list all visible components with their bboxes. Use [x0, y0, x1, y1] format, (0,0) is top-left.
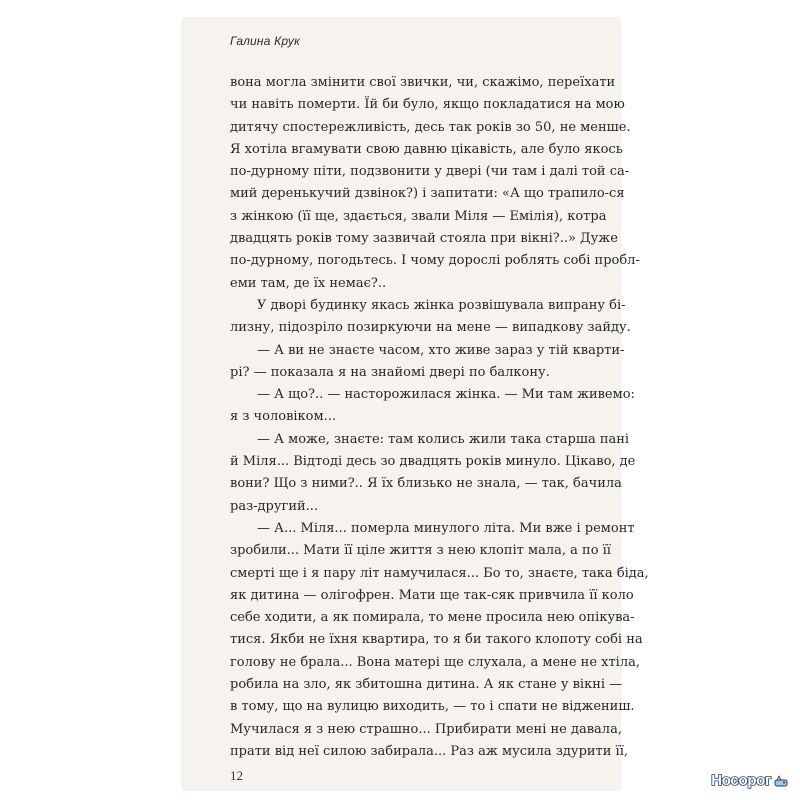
text-line: Я хотіла вгамувати свою давню цікавість, але було якось	[230, 141, 623, 157]
text-line: вони? Що з ними?.. Я їх близько не знала, — так, бачила	[230, 476, 622, 492]
text-line: Мучилася я з нею страшно... Прибирати мені не давала,	[230, 721, 622, 737]
running-head: Галина Крук	[230, 34, 300, 48]
watermark	[711, 772, 788, 789]
page-number: 12	[230, 768, 243, 783]
text-line: я з чоловіком...	[230, 409, 336, 425]
watermark-text: Носорог	[711, 772, 771, 789]
text-line: У дворі будинку якась жінка розвішувала випрану бі-	[257, 297, 626, 313]
text-line: тися. Якби не їхня квартира, то я би такого клопоту собі на	[230, 632, 643, 648]
text-line: дитячу спостережливість, десь так років зо 50, не менше.	[230, 119, 631, 135]
text-line: — А ви не знаєте часом, хто живе зараз у тій кварти-	[257, 342, 625, 358]
text-line: прати від неї силою забирала... Раз аж мусила здурити її,	[230, 743, 628, 759]
text-line: двадцять років тому зазвичай стояла при вікні?..» Дуже	[230, 231, 618, 247]
text-line: себе ходити, а як помирала, то мене просила нею опікува-	[230, 610, 635, 626]
text-line: лизну, підозріло позиркуючи на мене — випадкову зайду.	[230, 320, 631, 336]
text-line: еми там, де їх немає?..	[230, 275, 387, 291]
text-line: як дитина — олігофрен. Мати ще так-сяк привчила її коло	[230, 587, 634, 603]
text-line: — А може, знаєте: там колись жили така старша пані	[257, 431, 630, 447]
text-line: — А що?.. — насторожилася жінка. — Ми там живемо:	[257, 387, 635, 403]
text-line: — А... Міля... померла минулого літа. Ми вже і ремонт	[257, 520, 635, 536]
text-line: смерті ще і я пару літ намучилася... Бо то, знаєте, така біда,	[230, 565, 649, 581]
body-text	[230, 72, 649, 763]
text-line: вона могла змінити свої звички, чи, скажімо, переїхати	[230, 75, 616, 90]
text-line: й Міля... Відтоді десь зо двадцять років минуло. Цікаво, де	[230, 454, 636, 470]
text-line: чи навіть померти. Їй би було, якщо покладатися на мою	[230, 97, 625, 113]
text-line: зробили... Мати її ціле життя з нею клопіт мала, а по її	[230, 543, 611, 559]
text-line: по-дурному, погодьтесь. І чому дорослі роблять собі пробл-	[230, 253, 640, 269]
text-line: з жінкою (її ще, здається, звали Міля — Емілія), котра	[230, 208, 607, 224]
text-line: раз-другий...	[230, 498, 319, 514]
text-line: голову не брала... Вона матері ще слухала, а мене не хтіла,	[230, 654, 640, 670]
text-line: мий деренькучий дзвінок?) і запитати: «А що трапило-ся	[230, 186, 625, 202]
text-line: робила на зло, як збитошна дитина. А як стане у вікні —	[230, 677, 623, 693]
text-line: в тому, що на вулицю виходить, — то і спати не віджениш.	[230, 699, 635, 715]
rhino-icon	[774, 774, 788, 788]
text-line: по-дурному піти, подзвонити у двері (чи там і далі той са-	[230, 164, 630, 180]
text-line: рі? — показала я на знайомі двері по балкону.	[230, 364, 550, 380]
